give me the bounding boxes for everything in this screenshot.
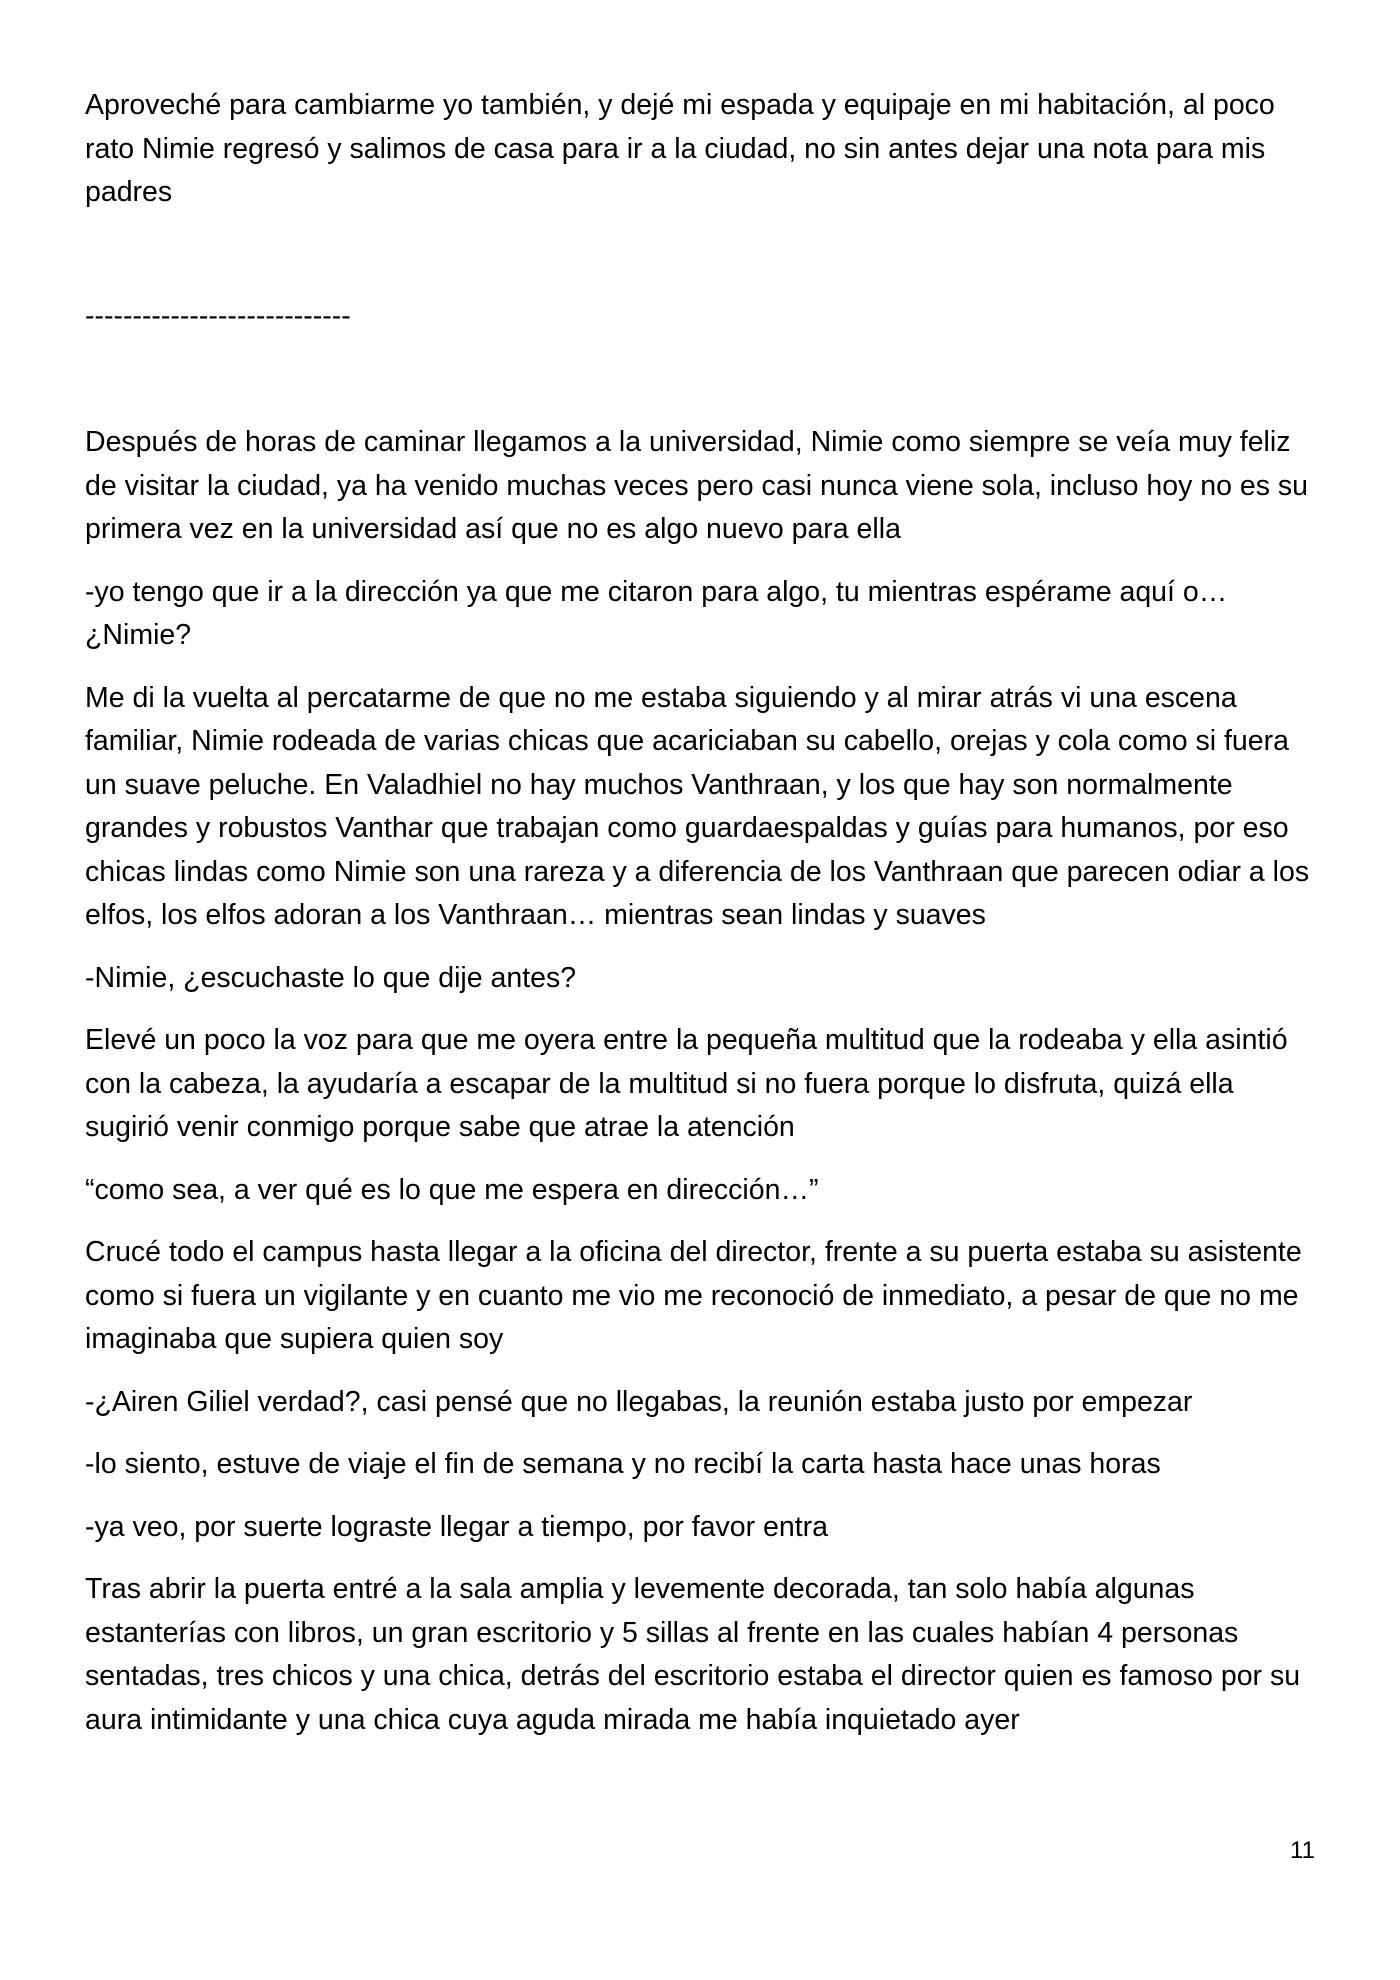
paragraph: Después de horas de caminar llegamos a la universidad, Nimie como siempre se veía muy feliz de visitar la ciudad, ya ha venido muchas veces pero casi nunca viene sola, incluso hoy no es su primera vez en la universidad así que no es algo nuevo para ella	[85, 426, 1309, 545]
paragraph: Me di la vuelta al percatarme de que no me estaba siguiendo y al mirar atrás vi una escena familiar, Nimie rodeada de varias chicas que acariciaban su cabello, orejas y cola como si fuera un suave peluche. En Valadhiel no hay muchos Vanthraan, y los que hay son normalmente grandes y robustos Vanthar que trabajan como guardaespaldas y guías para humanos, por eso chicas lindas como Nimie son una rareza y a diferencia de los Vanthraan que parecen odiar a los elfos, los elfos adoran a los Vanthraan… mientras sean lindas y suaves	[85, 681, 1310, 931]
paragraph: -Nimie, ¿escuchaste lo que dije antes?	[85, 961, 577, 994]
paragraph: “como sea, a ver qué es lo que me espera en dirección…”	[85, 1173, 819, 1206]
intro-paragraph: Aproveché para cambiarme yo también, y dejé mi espada y equipaje en mi habitación, al poco rato Nimie regresó y salimos de casa para ir a la ciudad, no sin antes dejar una nota para mis padres	[85, 89, 1275, 208]
paragraph: -yo tengo que ir a la dirección ya que me citaron para algo, tu mientras espérame aquí o… ¿Nimie?	[85, 575, 1228, 651]
body-text	[85, 421, 1315, 1761]
paragraph: -¿Airen Giliel verdad?, casi pensé que no llegabas, la reunión estaba justo por empezar	[85, 1385, 1193, 1418]
paragraph: Crucé todo el campus hasta llegar a la oficina del director, frente a su puerta estaba su asistente como si fuera un vigilante y en cuanto me vio me reconoció de inmediato, a pesar de que no me imaginaba que supiera quien soy	[85, 1236, 1302, 1355]
paragraph: Tras abrir la puerta entré a la sala amplia y levemente decorada, tan solo había algunas estanterías con libros, un gran escritorio y 5 sillas al frente en las cuales habían 4 personas sentadas, tres chicos y una chica, detrás del escritorio estaba el director quien es famoso por su aura intimidante y una chica cuya aguda mirada me había inquietado ayer	[85, 1573, 1301, 1736]
scene-separator: ----------------------------	[85, 300, 351, 332]
page-number: 11	[1290, 1837, 1315, 1864]
paragraph: -ya veo, por suerte lograste llegar a tiempo, por favor entra	[85, 1510, 828, 1543]
document-page	[85, 84, 1315, 1736]
paragraph: -lo siento, estuve de viaje el fin de semana y no recibí la carta hasta hace unas horas	[85, 1448, 1161, 1480]
paragraph: Elevé un poco la voz para que me oyera entre la pequeña multitud que la rodeaba y ella asintió con la cabeza, la ayudaría a escapar de la multitud si no fuera porque lo disfruta, quizá ella sugirió venir conmigo porque sabe que atrae la atención	[85, 1024, 1288, 1143]
